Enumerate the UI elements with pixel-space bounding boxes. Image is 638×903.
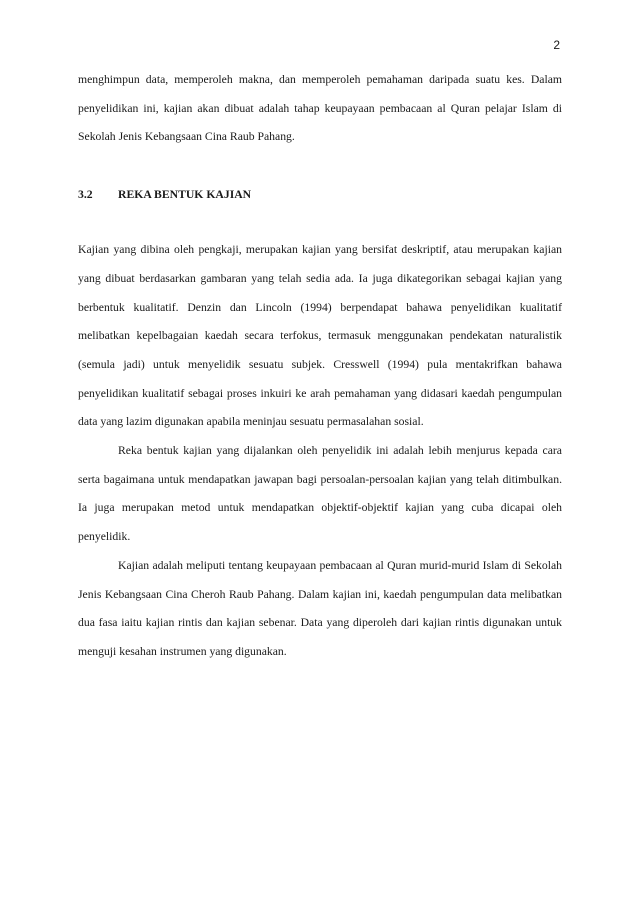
section-number: 3.2 <box>78 188 93 202</box>
section-heading <box>78 181 562 209</box>
page-number: 2 <box>553 38 560 52</box>
paragraph-3: Kajian adalah meliputi tentang keupayaan pembacaan al Quran murid-murid Islam di Sekolah Jenis Kebangsaan Cina Cheroh Raub Pahang. Dalam kajian ini, kaedah pengumpulan data melibatkan dua fasa iaitu kajian rintis dan kajian sebenar. Data yang diperoleh dari kajian rintis digunakan untuk menguji kesahan instrumen yang digunakan. <box>78 558 562 658</box>
paragraph-2: Reka bentuk kajian yang dijalankan oleh penyelidik ini adalah lebih menjurus kepada cara serta bagaimana untuk mendapatkan jawapan bagi persoalan-persoalan kajian yang telah ditimbulkan. Ia juga merupakan metod untuk mendapatkan objektif-objektif kajian yang cuba dicapai oleh penyelidik. <box>78 444 562 544</box>
section-title: REKA BENTUK KAJIAN <box>118 188 252 202</box>
paragraph-1: Kajian yang dibina oleh pengkaji, merupakan kajian yang bersifat deskriptif, atau merupakan kajian yang dibuat berdasarkan gambaran yang telah sedia ada. Ia juga dikategorikan sebagai kajian yang berbentuk kualitatif. Denzin dan Lincoln (1994) berpendapat bahawa penyelidikan kualitatif melibatkan kepelbagaian kaedah secara terfokus, termasuk menggunakan pendekatan naturalistik (semula jadi) untuk menyelidik sesuatu subjek. Cresswell (1994) pula mentakrifkan bahawa penyelidikan kualitatif sebagai proses inkuiri ke arah pemahaman yang didasari kaedah pengumpulan data yang lazim digunakan apabila meninjau sesuatu permasalahan sosial. <box>78 243 562 429</box>
page-content <box>78 66 562 667</box>
paragraph-continued: menghimpun data, memperoleh makna, dan memperoleh pemahaman daripada suatu kes. Dalam penyelidikan ini, kajian akan dibuat adalah tahap keupayaan pembacaan al Quran pelajar Islam di Sekolah Jenis Kebangsaan Cina Raub Pahang. <box>78 73 562 144</box>
